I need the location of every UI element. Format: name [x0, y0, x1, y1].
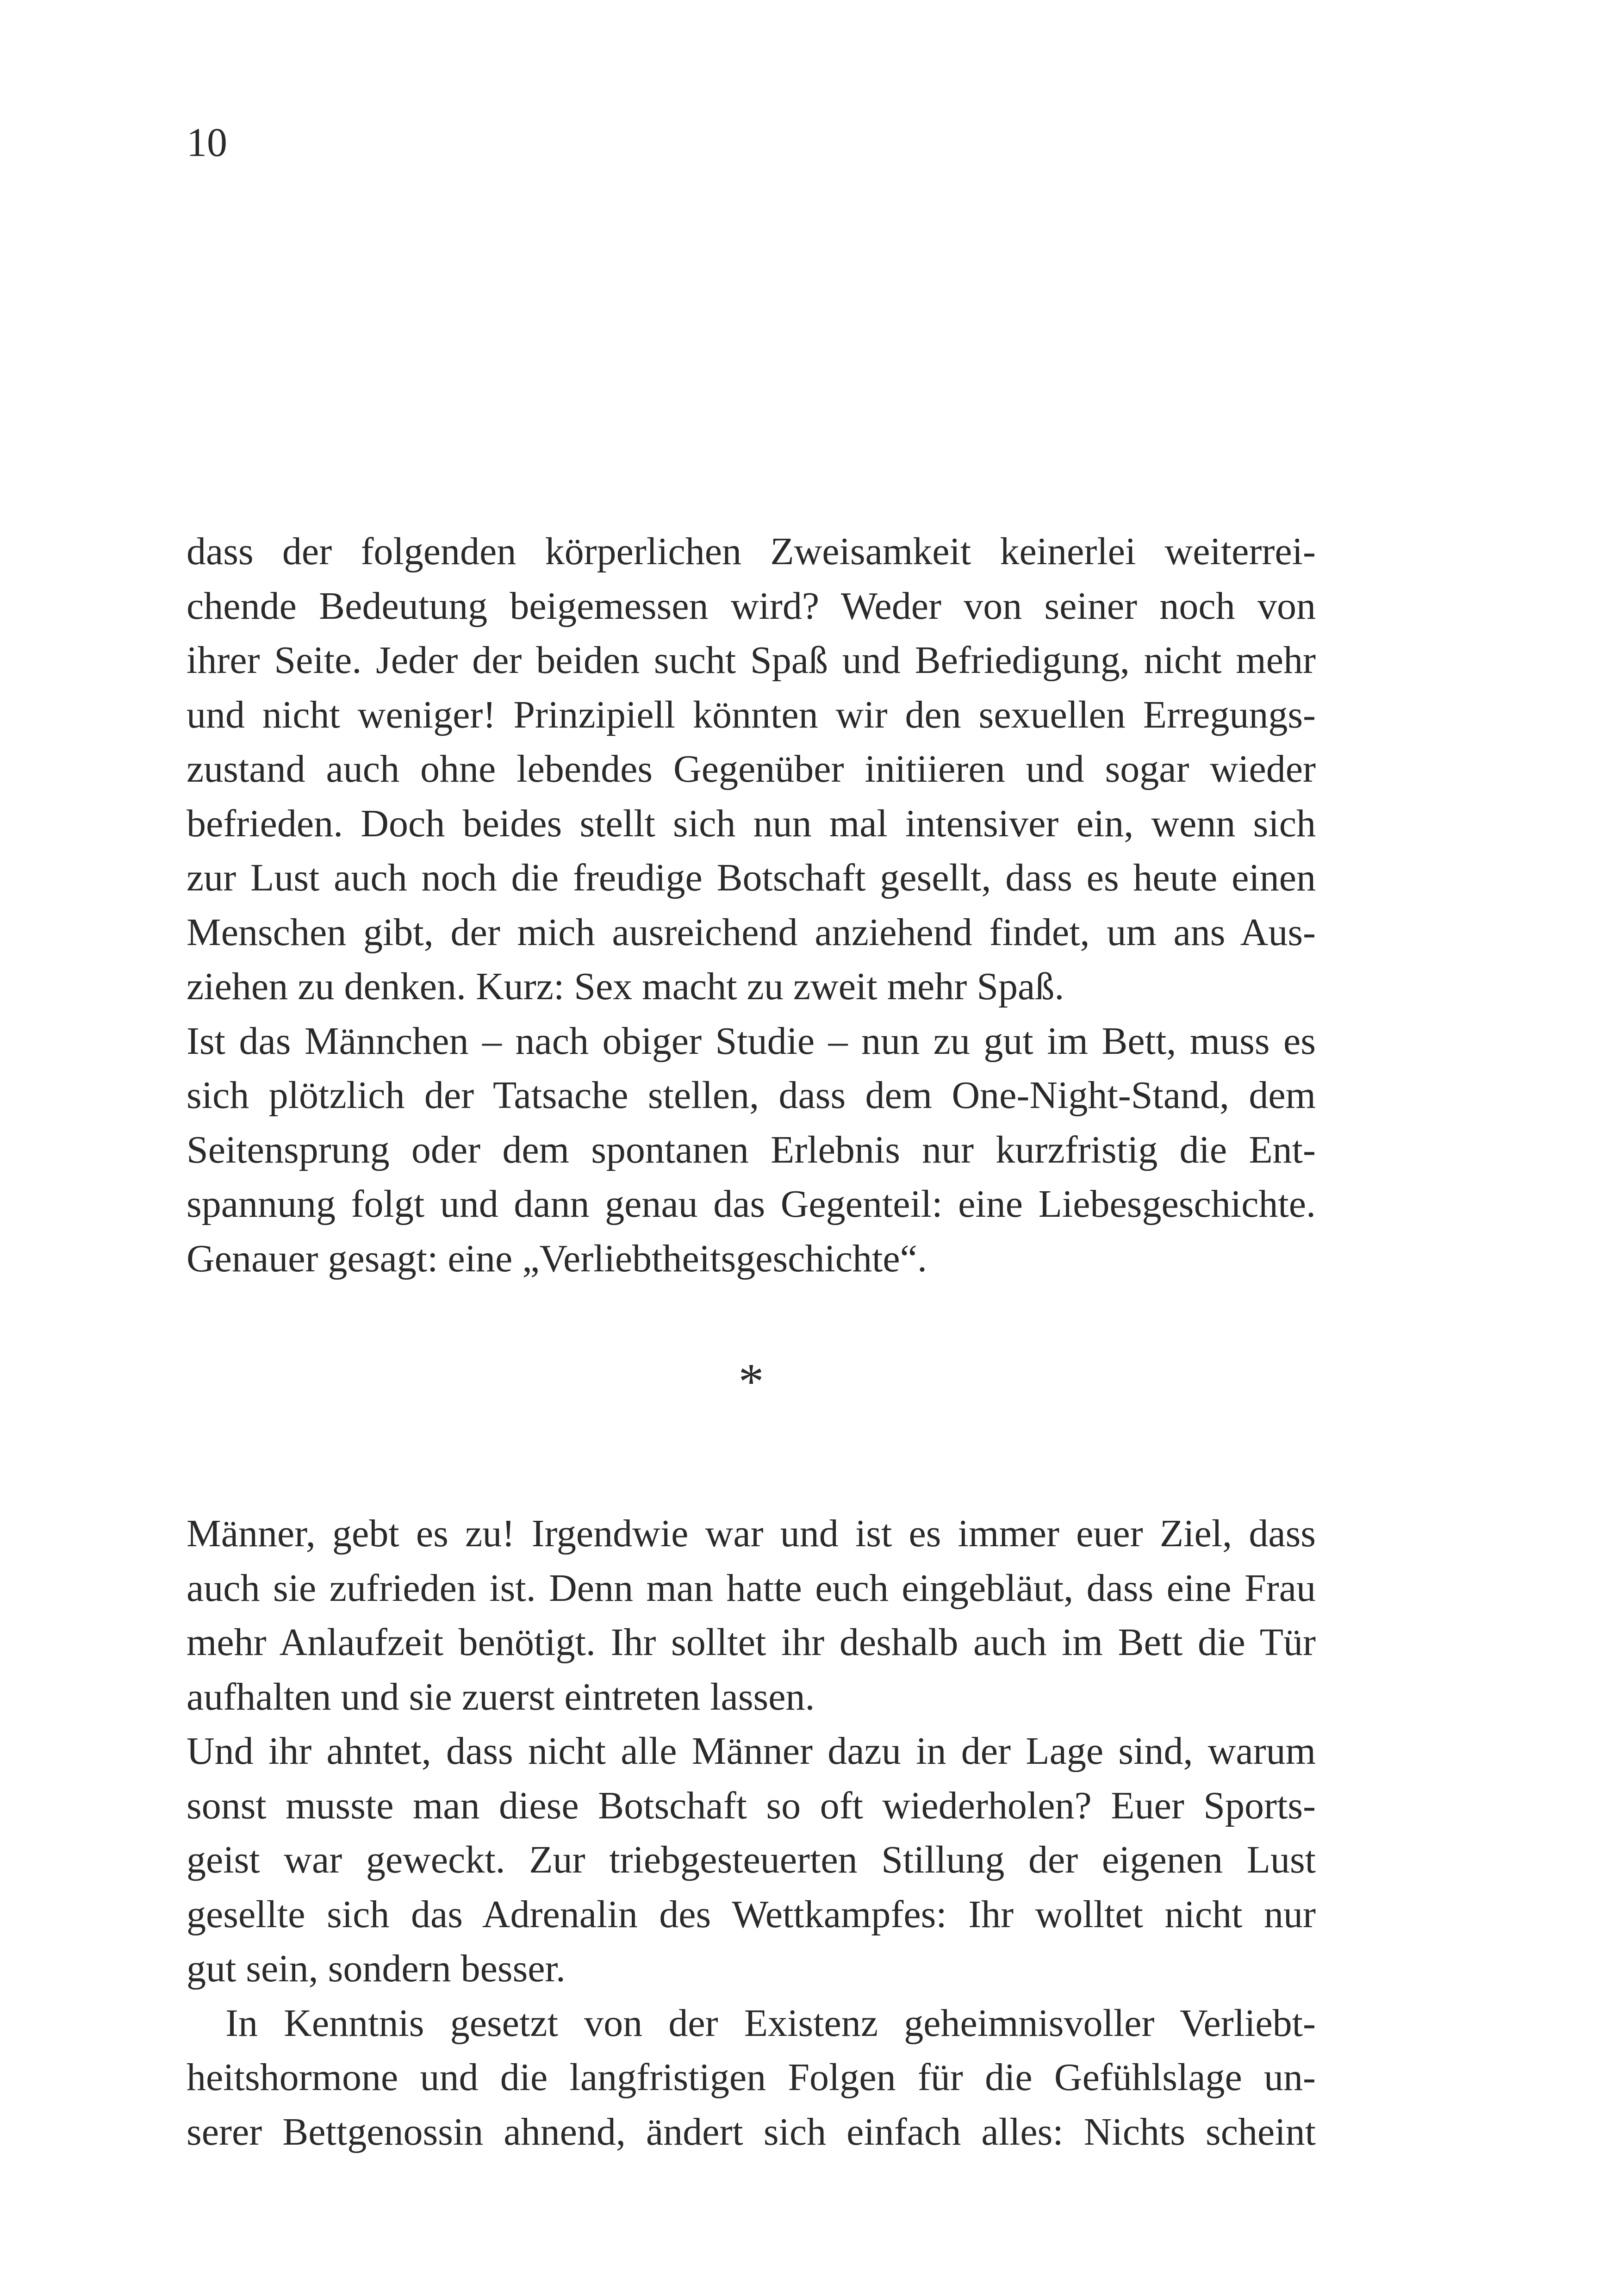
paragraph	[187, 1724, 1316, 1996]
paragraph	[187, 524, 1316, 1014]
text-line: ziehen zu denken. Kurz: Sex macht zu zweit mehr Spaß.	[187, 965, 1064, 1008]
text-line: gut sein, sondern besser.	[187, 1947, 566, 1990]
text-line: heitshormone und die langfristigen Folgen für die Gefühlslage un-	[187, 2056, 1316, 2099]
text-line: Ist das Männchen – nach obiger Studie – nun zu gut im Bett, muss es	[187, 1019, 1316, 1063]
paragraph	[187, 1506, 1316, 1724]
text-line: befrieden. Doch beides stellt sich nun mal intensiver ein, wenn sich	[187, 802, 1316, 845]
text-block-upper	[187, 524, 1316, 1286]
text-line: und nicht weniger! Prinzipiell könnten wir den sexuellen Erregungs-	[187, 693, 1316, 736]
text-line: chende Bedeutung beigemessen wird? Weder von seiner noch von	[187, 584, 1316, 628]
text-line: aufhalten und sie zuerst eintreten lassen.	[187, 1675, 815, 1718]
text-line: mehr Anlaufzeit benötigt. Ihr solltet ihr deshalb auch im Bett die Tür	[187, 1621, 1316, 1664]
text-line: Seitensprung oder dem spontanen Erlebnis nur kurzfristig die Ent-	[187, 1128, 1316, 1171]
text-line: spannung folgt und dann genau das Gegenteil: eine Liebesgeschichte.	[187, 1182, 1316, 1226]
text-line: sich plötzlich der Tatsache stellen, dass dem One-Night-Stand, dem	[187, 1074, 1316, 1117]
text-block-lower	[187, 1506, 1316, 2159]
text-line: gesellte sich das Adrenalin des Wettkampfes: Ihr wolltet nicht nur	[187, 1892, 1316, 1936]
text-line: serer Bettgenossin ahnend, ändert sich einfach alles: Nichts scheint	[187, 2110, 1316, 2153]
text-line: Menschen gibt, der mich ausreichend anziehend findet, um ans Aus-	[187, 910, 1316, 954]
paragraph	[187, 1014, 1316, 1286]
text-line: auch sie zufrieden ist. Denn man hatte euch eingebläut, dass eine Frau	[187, 1566, 1316, 1610]
text-line: geist war geweckt. Zur triebgesteuerten Stillung der eigenen Lust	[187, 1838, 1316, 1881]
text-line: Männer, gebt es zu! Irgendwie war und ist es immer euer Ziel, dass	[187, 1512, 1316, 1555]
text-line: zustand auch ohne lebendes Gegenüber initiieren und sogar wieder	[187, 747, 1316, 790]
text-line: In Kenntnis gesetzt von der Existenz geheimnisvoller Verliebt-	[225, 2001, 1316, 2045]
text-line: zur Lust auch noch die freudige Botschaft gesellt, dass es heute einen	[187, 856, 1316, 899]
section-separator: *	[738, 1353, 764, 1410]
paragraph	[187, 1996, 1316, 2159]
text-line: dass der folgenden körperlichen Zweisamkeit keinerlei weiterrei-	[187, 530, 1316, 573]
text-line: ihrer Seite. Jeder der beiden sucht Spaß und Befriedigung, nicht mehr	[187, 639, 1316, 682]
text-line: Und ihr ahntet, dass nicht alle Männer dazu in der Lage sind, warum	[187, 1730, 1316, 1773]
text-line: sonst musste man diese Botschaft so oft wiederholen? Euer Sports-	[187, 1784, 1316, 1827]
text-line: Genauer gesagt: eine „Verliebtheitsgeschichte“.	[187, 1237, 927, 1280]
page-number: 10	[187, 120, 227, 165]
